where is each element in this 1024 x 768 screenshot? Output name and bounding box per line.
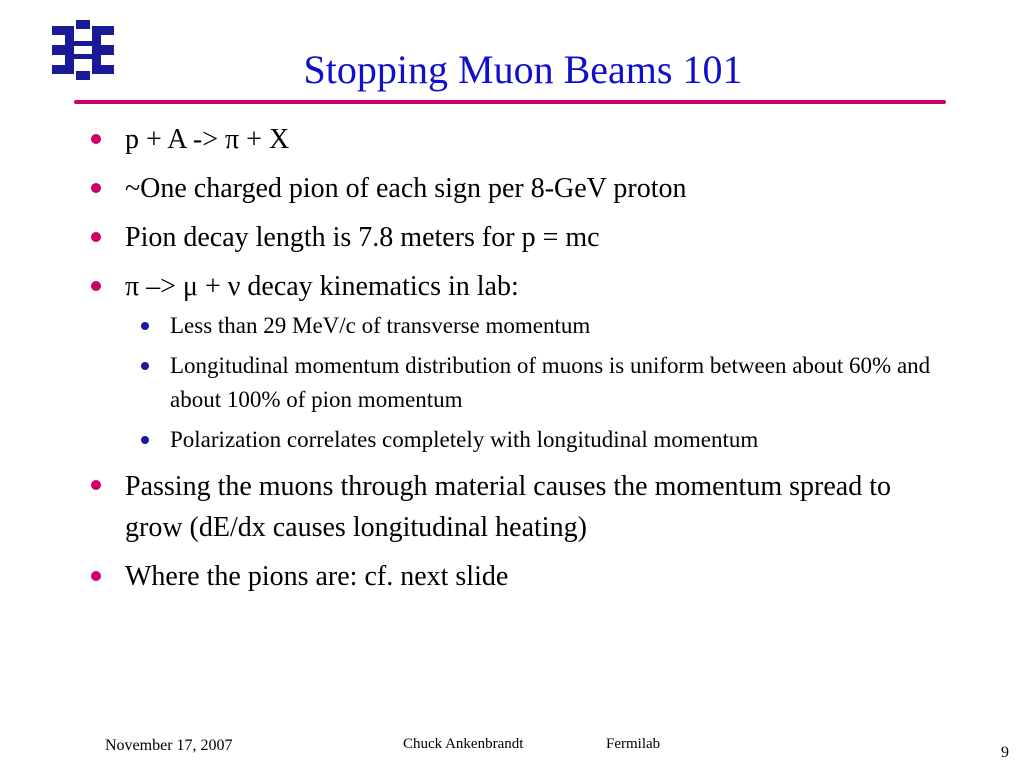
bullet-dot-icon bbox=[91, 281, 101, 291]
bullet-text: ~One charged pion of each sign per 8-GeV proton bbox=[125, 173, 687, 204]
bullet-text: Pion decay length is 7.8 meters for p = mc bbox=[125, 222, 600, 253]
bullet-item bbox=[84, 466, 944, 548]
sub-bullet-text: Polarization correlates completely with longitudinal momentum bbox=[170, 427, 759, 452]
sub-bullet-dot-icon bbox=[141, 362, 149, 370]
bullet-text: Passing the muons through material causes the momentum spread to grow (dE/dx causes longitudinal heating) bbox=[125, 471, 891, 543]
bullet-item bbox=[84, 169, 944, 209]
bullet-item bbox=[84, 267, 944, 457]
bullet-dot-icon bbox=[91, 183, 101, 193]
bullet-text: π –> μ + ν decay kinematics in lab: bbox=[125, 271, 519, 302]
bullet-item bbox=[84, 120, 944, 160]
footer-organization: Fermilab bbox=[606, 736, 661, 752]
bullet-list bbox=[84, 120, 944, 606]
sub-bullet-text: Less than 29 MeV/c of transverse momentum bbox=[170, 313, 591, 338]
footer-date: November 17, 2007 bbox=[105, 737, 233, 754]
footer-author: Chuck Ankenbrandt bbox=[403, 736, 524, 752]
bullet-item bbox=[84, 557, 944, 597]
page-number: 9 bbox=[1001, 744, 1009, 761]
bullet-dot-icon bbox=[91, 134, 101, 144]
sub-bullet-item bbox=[84, 349, 944, 417]
title-underline bbox=[74, 100, 946, 104]
sub-bullet-list bbox=[84, 309, 944, 457]
sub-bullet-text: Longitudinal momentum distribution of muons is uniform between about 60% and about 100% of pion momentum bbox=[170, 353, 931, 412]
sub-bullet-dot-icon bbox=[141, 436, 149, 444]
sub-bullet-item bbox=[84, 309, 944, 343]
sub-bullet-dot-icon bbox=[141, 322, 149, 330]
bullet-text: p + A -> π + X bbox=[125, 124, 290, 155]
bullet-dot-icon bbox=[91, 232, 101, 242]
bullet-item bbox=[84, 218, 944, 258]
bullet-dot-icon bbox=[91, 571, 101, 581]
slide-title: Stopping Muon Beams 101 bbox=[303, 47, 743, 92]
bullet-text: Where the pions are: cf. next slide bbox=[125, 561, 509, 592]
sub-bullet-item bbox=[84, 423, 944, 457]
bullet-dot-icon bbox=[91, 480, 101, 490]
